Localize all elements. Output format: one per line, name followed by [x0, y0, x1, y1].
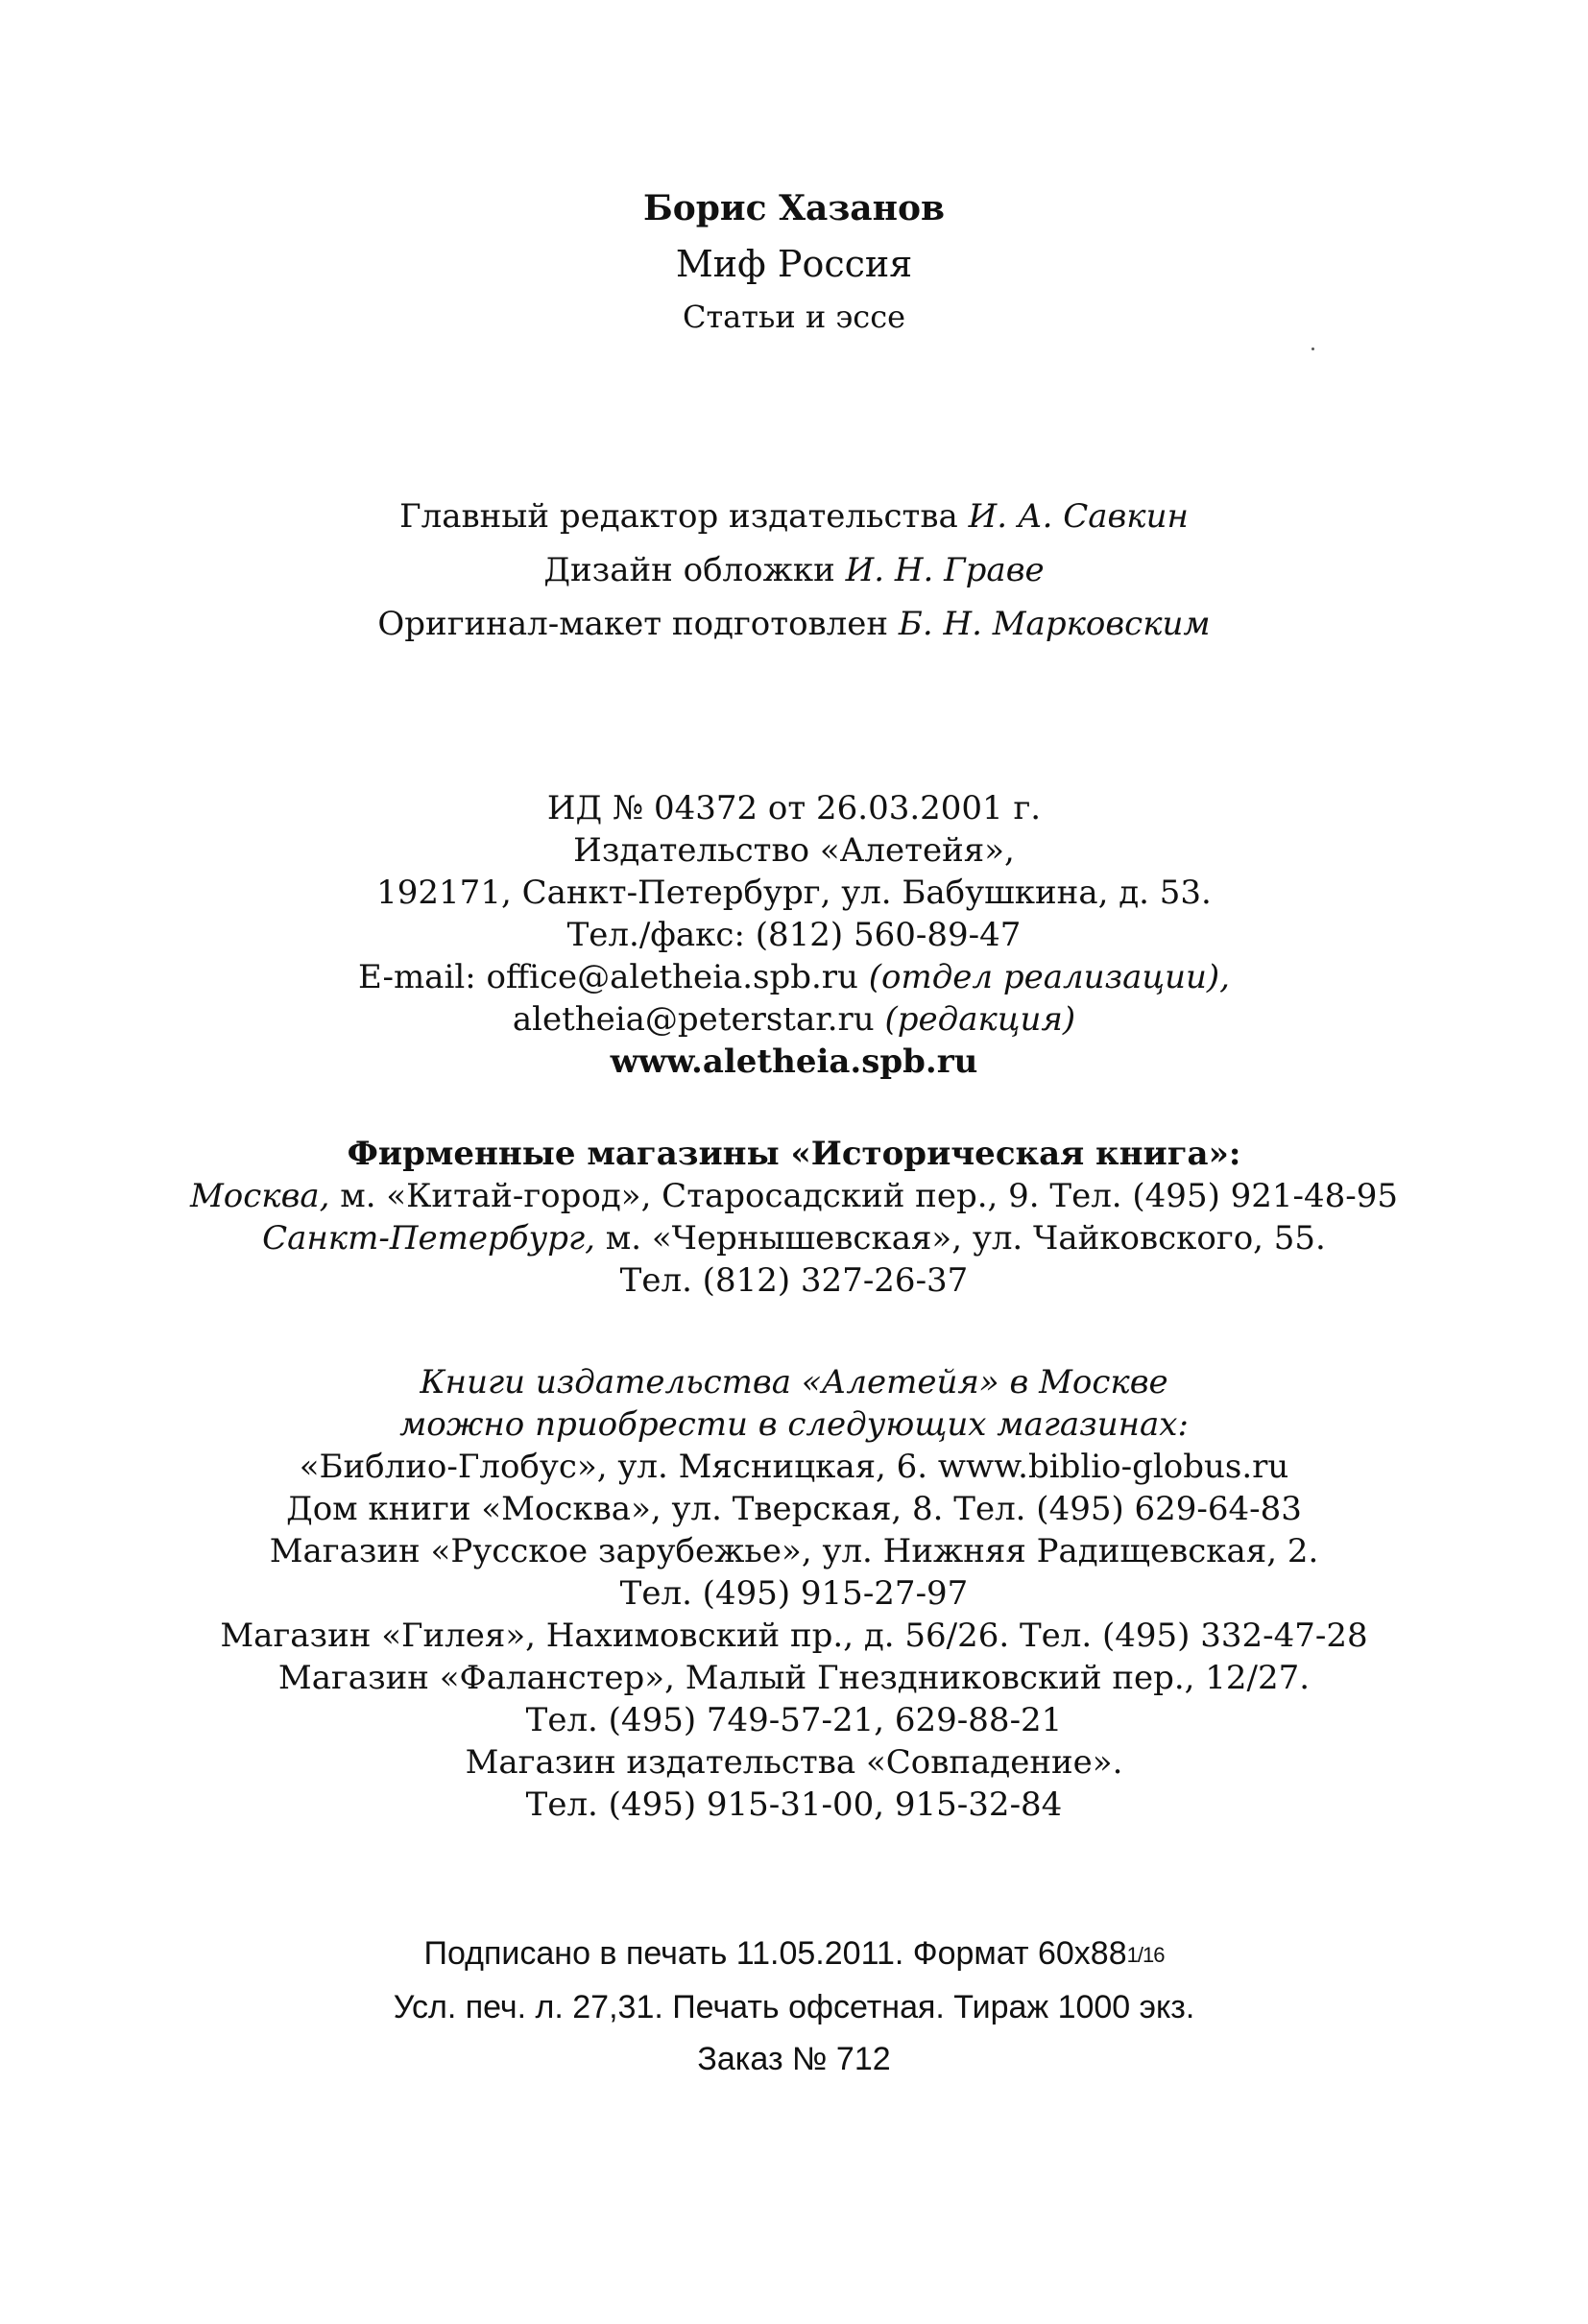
- sales-email[interactable]: E-mail: office@aletheia.spb.ru: [358, 958, 858, 996]
- signed-to-print-line: [0, 1928, 1588, 1981]
- spb-store-phone: Тел. (812) 327-26-37: [619, 1261, 969, 1300]
- cover-label: Дизайн обложки: [543, 551, 835, 589]
- editor-label: Главный редактор издательства: [399, 497, 958, 536]
- spb-store-details: м. «Чернышевская», ул. Чайковского, 55.: [605, 1219, 1326, 1258]
- order-number: Заказ № 712: [697, 2041, 891, 2077]
- shop-line: Тел. (495) 749-57-21, 629-88-21: [525, 1701, 1063, 1739]
- cover-designer-name: И. Н. Граве: [845, 551, 1045, 589]
- layout-author-name: Б. Н. Марковским: [898, 605, 1211, 643]
- credits-block: [0, 490, 1588, 651]
- editorial-email[interactable]: aletheia@peterstar.ru: [512, 1000, 875, 1039]
- signed-to-print-text: Подписано в печать 11.05.2011. Формат 60x88: [423, 1935, 1127, 1972]
- moscow-store: [0, 1175, 1588, 1217]
- layout-label: Оригинал-макет подготовлен: [377, 605, 889, 643]
- shop-line: Дом книги «Москва», ул. Тверская, 8. Тел. (495) 629-64-83: [286, 1490, 1302, 1528]
- print-info-block: [0, 1928, 1588, 2085]
- moscow-store-details: м. «Китай-город», Старосадский пер., 9. Тел. (495) 921-48-95: [340, 1177, 1399, 1215]
- title-block: [0, 180, 1588, 342]
- format-fraction: 1/16: [1126, 1943, 1165, 1967]
- shop-line: «Библио-Глобус», ул. Мясницкая, 6. www.biblio-globus.ru: [299, 1448, 1289, 1486]
- license-number: ИД № 04372 от 26.03.2001 г.: [546, 789, 1042, 827]
- cover-credit: [0, 543, 1588, 597]
- publisher-address: 192171, Санкт-Петербург, ул. Бабушкина, д. 53.: [376, 874, 1212, 912]
- editorial-email-line: [0, 998, 1588, 1041]
- book-title: Миф Россия: [675, 243, 913, 285]
- print-run-line: Усл. печ. л. 27,31. Печать офсетная. Тираж 1000 экз.: [393, 1989, 1195, 2025]
- publisher-email-line: [0, 956, 1588, 998]
- shop-line: Магазин «Гилея», Нахимовский пр., д. 56/26. Тел. (495) 332-47-28: [220, 1617, 1368, 1655]
- spb-city: Санкт-Петербург,: [262, 1219, 595, 1258]
- print-speck: [1311, 347, 1314, 350]
- book-subtitle: Статьи и эссе: [682, 299, 906, 335]
- layout-credit: [0, 597, 1588, 651]
- brand-stores-block: [0, 1133, 1588, 1302]
- shop-line: Магазин издательства «Совпадение».: [465, 1743, 1123, 1782]
- shop-line: Тел. (495) 915-27-97: [619, 1574, 969, 1613]
- publisher-block: [0, 787, 1588, 1083]
- editorial-email-note: (редакция): [884, 1000, 1076, 1039]
- sales-email-note: (отдел реализации),: [868, 958, 1230, 996]
- spb-store: [0, 1217, 1588, 1259]
- moscow-shops-block: [0, 1361, 1588, 1826]
- publisher-website[interactable]: www.aletheia.spb.ru: [610, 1042, 978, 1081]
- editor-name: И. А. Савкин: [968, 497, 1189, 536]
- brand-stores-heading: Фирменные магазины «Историческая книга»:: [347, 1135, 1241, 1173]
- moscow-city: Москва,: [189, 1177, 330, 1215]
- shop-line: Магазин «Фаланстер», Малый Гнездниковский пер., 12/27.: [277, 1659, 1311, 1697]
- shop-line: Магазин «Русское зарубежье», ул. Нижняя Радищевская, 2.: [269, 1532, 1319, 1570]
- publisher-name: Издательство «Алетейя»,: [573, 831, 1015, 870]
- moscow-shops-intro-2: можно приобрести в следующих магазинах:: [399, 1405, 1189, 1444]
- publisher-phone: Тел./факс: (812) 560-89-47: [566, 916, 1022, 954]
- moscow-shops-intro-1: Книги издательства «Алетейя» в Москве: [420, 1363, 1168, 1402]
- author-name: Борис Хазанов: [642, 188, 946, 228]
- shop-line: Тел. (495) 915-31-00, 915-32-84: [525, 1785, 1063, 1824]
- editor-credit: [0, 490, 1588, 543]
